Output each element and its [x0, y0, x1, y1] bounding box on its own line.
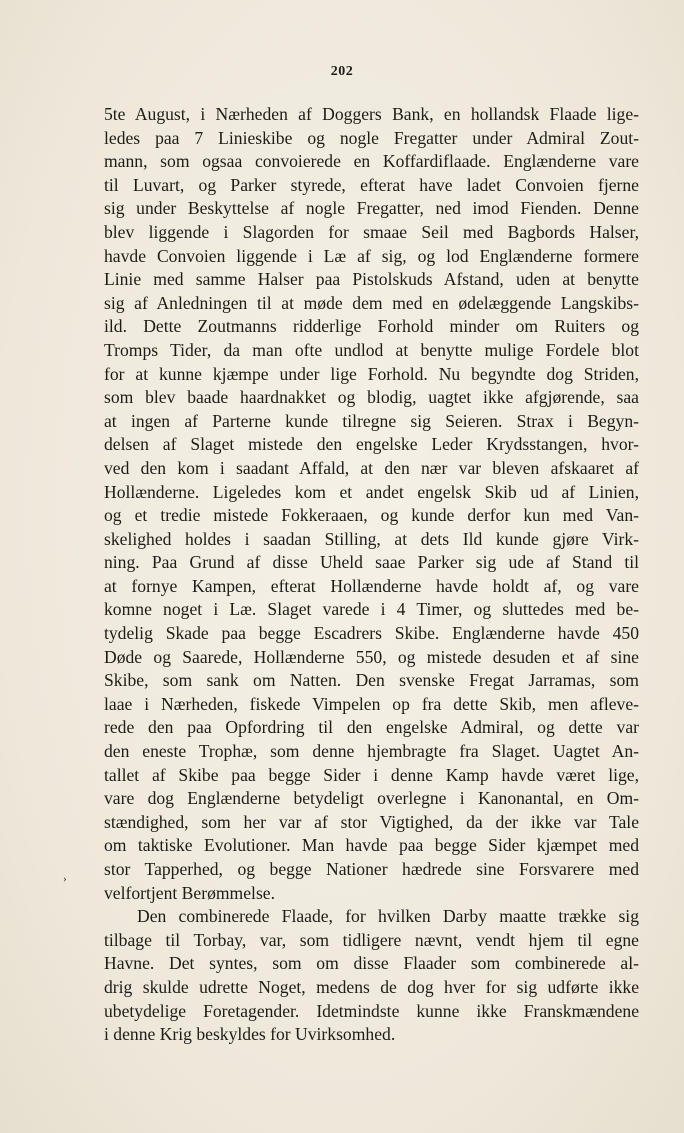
text-line: Skibe, som sank om Natten. Den svenske Fregat Jarramas, som: [104, 670, 639, 691]
text-line: ning. Paa Grund af disse Uheld saae Parker sig ude af Stand til: [104, 552, 639, 573]
text-line: ledes paa 7 Linieskibe og nogle Fregatter under Admiral Zout-: [104, 127, 639, 148]
text-line: delsen af Slaget mistede den engelske Leder Krydsstangen, hvor-: [104, 434, 639, 455]
text-line: skelighed holdes i saadan Stilling, at dets Ild kunde gjøre Virk-: [104, 528, 639, 549]
text-line: 5te August, i Nærheden af Doggers Bank, en hollandsk Flaade lige-: [104, 104, 639, 124]
margin-mark: ›: [63, 873, 67, 885]
text-line: rede den paa Opfordring til den engelske Admiral, og dette var: [104, 717, 639, 738]
text-line: drig skulde udrette Noget, medens de dog hver for sig udførte ikke: [104, 976, 639, 997]
page-number: 202: [330, 64, 354, 79]
text-line: ubetydelige Foretagender. Idetmindste kunne ikke Franskmændene: [104, 1000, 639, 1021]
text-line: tallet af Skibe paa begge Sider i denne Kamp havde været lige,: [104, 764, 639, 785]
text-line: at ingen af Parterne kunde tilregne sig Seieren. Strax i Begyn-: [104, 410, 639, 431]
text-line: at fornye Kampen, efterat Hollænderne havde holdt af, og vare: [104, 575, 639, 596]
text-line: til Luvart, og Parker styrede, efterat have ladet Convoien fjerne: [104, 174, 639, 195]
text-line: Hollænderne. Ligeledes kom et andet engelsk Skib ud af Linien,: [104, 481, 639, 502]
body-text: [104, 103, 639, 1047]
text-line: tilbage til Torbay, var, som tidligere nævnt, vendt hjem til egne: [104, 929, 639, 950]
text-line: mann, som ogsaa convoierede en Koffardiflaade. Englænderne vare: [104, 151, 639, 172]
text-line: for at kunne kjæmpe under lige Forhold. Nu begyndte dog Striden,: [104, 363, 639, 384]
text-line: Den combinerede Flaade, for hvilken Darby maatte trække sig: [137, 906, 639, 927]
text-line: vare dog Englænderne betydeligt overlegne i Kanonantal, en Om-: [104, 788, 639, 809]
text-line: Tromps Tider, da man ofte undlod at benytte mulige Fordele blot: [104, 339, 639, 360]
text-line: laae i Nærheden, fiskede Vimpelen op fra dette Skib, men afleve-: [104, 693, 639, 714]
text-line: havde Convoien liggende i Læ af sig, og lod Englænderne formere: [104, 245, 639, 266]
text-line: i denne Krig beskyldes for Uvirksomhed.: [104, 1024, 396, 1045]
text-line: om taktiske Evolutioner. Man havde paa begge Sider kjæmpet med: [104, 835, 639, 856]
text-line: blev liggende i Slagorden for smaae Seil med Bagbords Halser,: [104, 221, 639, 242]
text-line: og et tredie mistede Fokkeraaen, og kunde derfor kun med Van-: [104, 505, 639, 526]
text-line: tydelig Skade paa begge Escadrers Skibe. Englænderne havde 450: [104, 623, 639, 644]
text-line: velfortjent Berømmelse.: [104, 882, 275, 903]
text-line: sig af Anledningen til at møde dem med en ødelæggende Langskibs-: [104, 292, 639, 313]
text-line: Linie med samme Halser paa Pistolskuds Afstand, uden at benytte: [104, 269, 639, 290]
text-line: Døde og Saarede, Hollænderne 550, og mistede desuden et af sine: [104, 646, 639, 667]
text-line: den eneste Trophæ, som denne hjembragte fra Slaget. Uagtet An-: [104, 741, 639, 762]
text-line: Havne. Det syntes, som om disse Flaader som combinerede al-: [104, 953, 639, 974]
text-line: ved den kom i saadant Affald, at den nær var bleven afskaaret af: [104, 457, 639, 478]
text-line: stændighed, som her var af stor Vigtighed, da der ikke var Tale: [104, 811, 639, 832]
text-line: som blev baade haardnakket og blodig, uagtet ikke afgjørende, saa: [104, 387, 639, 408]
text-line: ild. Dette Zoutmanns ridderlige Forhold minder om Ruiters og: [104, 316, 639, 337]
text-line: stor Tapperhed, og begge Nationer hædrede sine Forsvarere med: [104, 859, 639, 879]
text-line: sig under Beskyttelse af nogle Fregatter, ned imod Fienden. Denne: [104, 198, 639, 219]
text-line: komne noget i Læ. Slaget varede i 4 Timer, og sluttedes med be-: [104, 599, 639, 620]
